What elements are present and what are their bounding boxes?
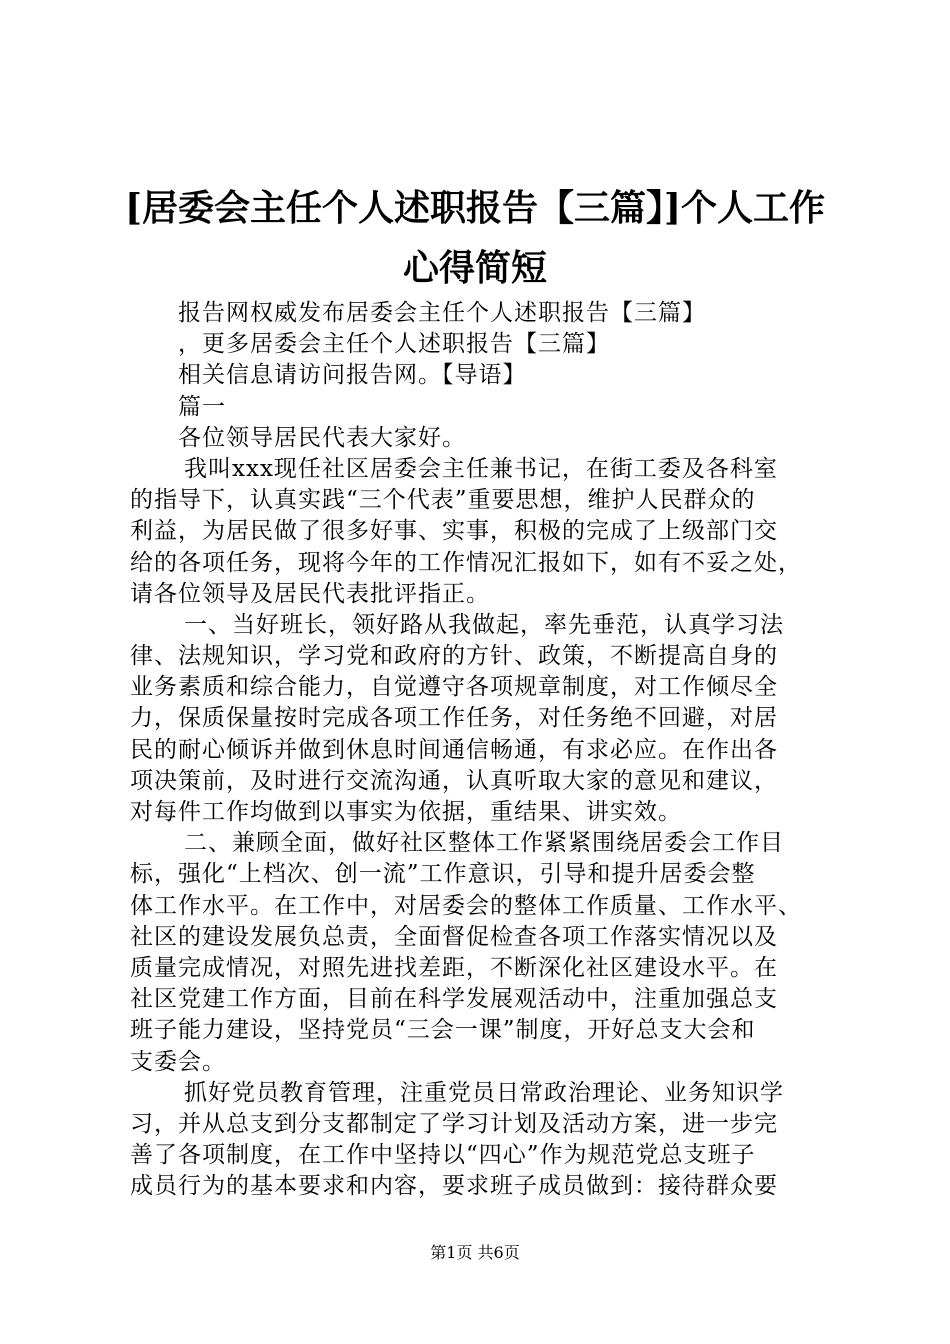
page-number-footer: 第1页 共6页 [430, 1243, 520, 1262]
paragraph-1-line: 给的各项任务，现将今年的工作情况汇报如下，如有不妥之处， [130, 549, 802, 576]
paragraph-2-line: 项决策前，及时进行交流沟通，认真听取大家的意见和建议， [130, 767, 778, 794]
paragraph-1-line: 利益，为居民做了很多好事、实事，积极的完成了上级部门交 [130, 518, 778, 545]
document-title-line-1: [居委会主任个人述职报告【三篇】]个人工作 [124, 187, 826, 229]
paragraph-1-line: 请各位领导及居民代表批评指正。 [130, 580, 490, 607]
paragraph-3-line: 体工作水平。在工作中，对居委会的整体工作质量、工作水平、 [130, 892, 802, 919]
paragraph-3-line: 质量完成情况，对照先进找差距，不断深化社区建设水平。在 [130, 954, 778, 981]
paragraph-2-line: 力，保质保量按时完成各项工作任务，对任务绝不回避，对居 [130, 705, 778, 732]
paragraph-2-line: 一、当好班长，领好路从我做起，率先垂范，认真学习法 [184, 611, 784, 638]
document-body [130, 298, 830, 1202]
paragraph-3-line: 社区党建工作方面，目前在科学发展观活动中，注重加强总支 [130, 986, 778, 1013]
section-heading: 篇一 [178, 393, 226, 420]
paragraph-2-line: 民的耐心倾诉并做到休息时间通信畅通，有求必应。在作出各 [130, 736, 778, 763]
greeting-line: 各位领导居民代表大家好。 [178, 424, 466, 451]
paragraph-3-line: 支委会。 [130, 1048, 226, 1075]
paragraph-3-line: 班子能力建设，坚持党员“三会一课”制度，开好总支大会和 [130, 1017, 756, 1044]
paragraph-2-line: 律、法规知识，学习党和政府的方针、政策，不断提高自身的 [130, 643, 778, 670]
paragraph-3-line: 标，强化“上档次、创一流”工作意识，引导和提升居委会整 [130, 861, 756, 888]
paragraph-1-line: 我叫xxx现任社区居委会主任兼书记，在街工委及各科室 [184, 455, 778, 482]
paragraph-4-line: 抓好党员教育管理，注重党员日常政治理论、业务知识学 [184, 1079, 784, 1106]
paragraph-4-line: 善了各项制度，在工作中坚持以“四心”作为规范党总支班子 [130, 1142, 756, 1169]
intro-line: 报告网权威发布居委会主任个人述职报告【三篇】 [178, 300, 706, 326]
paragraph-3-line: 社区的建设发展负总责，全面督促检查各项工作落实情况以及 [130, 923, 778, 950]
paragraph-3-line: 二、兼顾全面，做好社区整体工作紧紧围绕居委会工作目 [184, 830, 784, 857]
paragraph-4-line: 习，并从总支到分支都制定了学习计划及活动方案，进一步完 [130, 1110, 778, 1137]
paragraph-4-line: 成员行为的基本要求和内容，要求班子成员做到：接待群众要 [130, 1173, 778, 1200]
intro-line: 相关信息请访问报告网。【导语】 [178, 362, 527, 389]
document-title-line-2: 心得简短 [402, 247, 547, 289]
intro-line: ，更多居委会主任个人述职报告【三篇】 [178, 331, 610, 358]
paragraph-2-line: 对每件工作均做到以事实为依据，重结果、讲实效。 [130, 799, 682, 825]
paragraph-2-line: 业务素质和综合能力，自觉遵守各项规章制度，对工作倾尽全 [130, 674, 778, 701]
paragraph-1-line: 的指导下，认真实践“三个代表”重要思想，维护人民群众的 [130, 487, 756, 514]
